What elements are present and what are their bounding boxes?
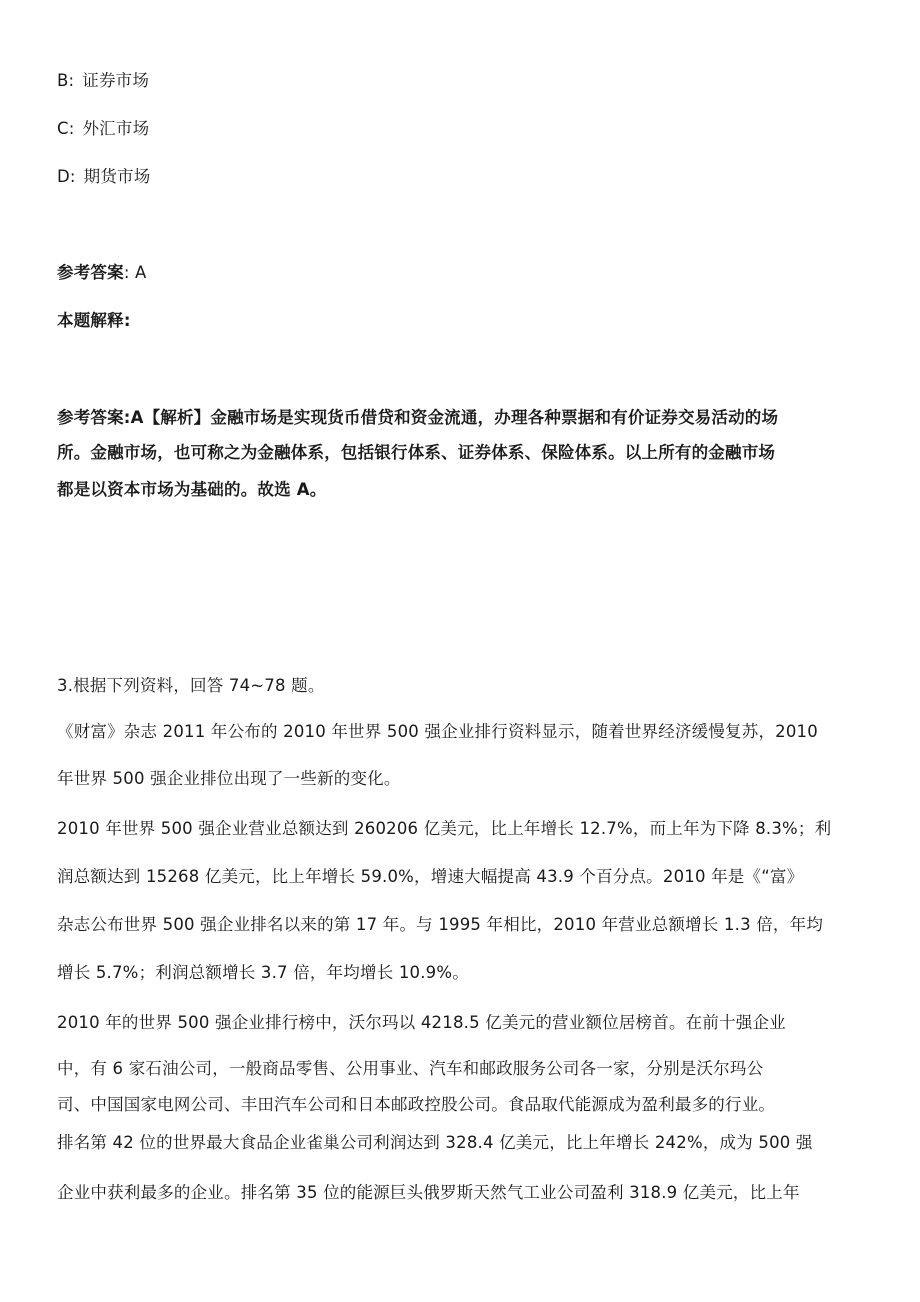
option-c-text: 外汇市场: [82, 119, 150, 138]
option-b-text: 证券市场: [82, 71, 150, 90]
passage-line: 司、中国国家电网公司、丰田汽车公司和日本邮政控股公司。食品取代能源成为盈利最多的行业。: [57, 1095, 776, 1114]
explanation-line: 参考答案:A【解析】金融市场是实现货币借贷和资金流通，办理各种票据和有价证券交易活动的场: [57, 408, 779, 427]
passage-line: 企业中获利最多的企业。排名第 35 位的能源巨头俄罗斯天然气工业公司盈利 318.9 亿美元，比上年: [57, 1183, 800, 1202]
explanation-label: 本题解释: [57, 311, 124, 330]
passage-line: 《财富》杂志 2011 年公布的 2010 年世界 500 强企业排行资料显示，随着世界经济缓慢复苏，2010: [57, 722, 818, 741]
explanation-line: 都是以资本市场为基础的。故选 A。: [57, 480, 327, 499]
passage-line: 杂志公布世界 500 强企业排名以来的第 17 年。与 1995 年相比，2010 年营业总额增长 1.3 倍，年均: [57, 915, 824, 934]
passage-line: 排名第 42 位的世界最大食品企业雀巢公司利润达到 328.4 亿美元，比上年增长 242%，成为 500 强: [57, 1133, 813, 1152]
option-d-text: 期货市场: [83, 167, 151, 186]
option-b: [57, 70, 149, 92]
passage-line: 中，有 6 家石油公司，一般商品零售、公用事业、汽车和邮政服务公司各一家，分别是沃尔玛公: [57, 1059, 764, 1078]
explanation-heading: [57, 310, 131, 332]
answer-label: 参考答案: [57, 263, 124, 282]
passage-line: 2010 年的世界 500 强企业排行榜中，沃尔玛以 4218.5 亿美元的营业额位居榜首。在前十强企业: [57, 1013, 786, 1032]
passage-line: 2010 年世界 500 强企业营业总额达到 260206 亿美元，比上年增长 12.7%，而上年为下降 8.3%；利: [57, 819, 832, 838]
option-b-letter: B:: [57, 71, 75, 90]
question-3-title: 3.根据下列资料，回答 74~78 题。: [57, 676, 325, 695]
option-c-letter: C:: [57, 119, 75, 138]
option-c: [57, 118, 149, 140]
explanation-colon: :: [123, 311, 131, 330]
explanation-line: 所。金融市场，也可称之为金融体系，包括银行体系、证券体系、保险体系。以上所有的金融市场: [57, 443, 776, 462]
passage-line: 年世界 500 强企业排位出现了一些新的变化。: [57, 769, 401, 788]
option-d-letter: D:: [57, 167, 76, 186]
passage-line: 润总额达到 15268 亿美元，比上年增长 59.0%，增速大幅提高 43.9 个百分点。2010 年是《“富》: [57, 867, 804, 886]
passage-line: 增长 5.7%；利润总额增长 3.7 倍，年均增长 10.9%。: [57, 963, 469, 982]
answer-value: : A: [123, 263, 147, 282]
option-d: [57, 166, 150, 188]
reference-answer: [57, 262, 147, 284]
